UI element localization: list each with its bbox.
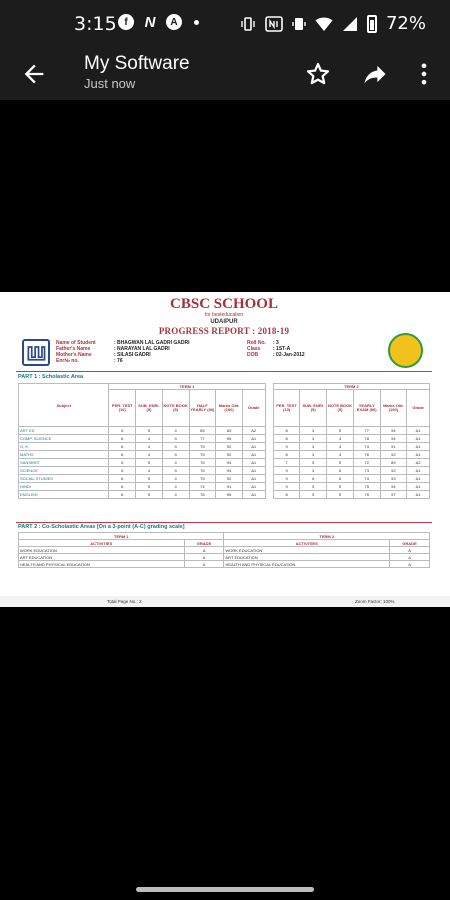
mark-cell: 65	[189, 427, 216, 435]
col-header: SUB. ENRI. (5)	[136, 390, 163, 427]
mark-cell: 5	[327, 427, 354, 435]
term2-header: TERM 2	[273, 384, 429, 390]
term-gap	[265, 475, 273, 483]
mark-cell: A1	[407, 435, 430, 443]
school-name: CBSC SCHOOL	[170, 296, 278, 312]
mark-cell: 75	[189, 451, 216, 459]
table-row	[19, 547, 430, 554]
mark-cell: 4	[136, 443, 163, 451]
mark-cell: 4	[300, 467, 327, 475]
mark-cell: 4	[327, 435, 354, 443]
mark-cell: 92	[216, 475, 243, 483]
mark-cell: 4	[162, 459, 189, 467]
mark-cell: 5	[136, 483, 163, 491]
mark-cell: A1	[242, 467, 265, 475]
col-header: PER. TEST (10)	[273, 390, 300, 427]
grade-header: GRADE	[184, 540, 224, 547]
col-header: Marks Obt. (100)	[216, 390, 243, 427]
mark-cell: 9	[109, 427, 136, 435]
mark-cell: 9	[273, 483, 300, 491]
mark-cell: A1	[407, 427, 430, 435]
student-name-row: Name of Student : BHAGWAN LAL GADRI GADRI	[56, 340, 190, 346]
grade-cell: A	[390, 561, 430, 568]
mark-cell: 8	[273, 491, 300, 499]
mark-cell: A1	[242, 435, 265, 443]
mark-cell: 4	[300, 427, 327, 435]
mark-cell: 5	[327, 491, 354, 499]
divider	[16, 371, 432, 372]
mark-cell: A1	[407, 451, 430, 459]
mark-cell: 94	[380, 483, 407, 491]
subject-cell: G. K.	[19, 443, 109, 451]
mark-cell: A1	[242, 451, 265, 459]
nfc-icon	[265, 16, 283, 32]
mark-cell: 5	[136, 491, 163, 499]
mark-cell: 5	[136, 475, 163, 483]
term-gap	[265, 459, 273, 467]
activities-header: ACTIVITIES	[224, 540, 390, 547]
mark-cell: 4	[162, 483, 189, 491]
class-row: Class : 1ST-A	[247, 346, 291, 352]
activity-cell: HEALTH AND PHYSICAL EDUCATION	[19, 561, 185, 568]
mark-cell: 5	[327, 459, 354, 467]
mark-cell: 92	[380, 467, 407, 475]
notification-dot-icon	[194, 20, 199, 25]
col-header: Grade	[242, 390, 265, 427]
activity-cell: ART EDUCATION	[19, 554, 185, 561]
activity-cell: HEALTH AND PHYSICAL EDUCATION	[224, 561, 390, 568]
mark-cell: 4	[300, 451, 327, 459]
gesture-home-bar[interactable]	[136, 887, 314, 892]
term-gap	[265, 427, 273, 435]
col-header: HALF YEARLY (80)	[189, 390, 216, 427]
mark-cell: 79	[353, 491, 380, 499]
table-row	[19, 491, 430, 499]
mark-cell: 5	[300, 491, 327, 499]
mark-cell: 91	[380, 443, 407, 451]
mark-cell: A1	[242, 459, 265, 467]
mark-cell: 5	[162, 435, 189, 443]
mark-cell: 92	[216, 443, 243, 451]
student-info-right	[247, 340, 305, 358]
mark-cell: 76	[189, 467, 216, 475]
mark-cell: 95	[216, 435, 243, 443]
subject-cell: COMP. SCIENCE	[19, 435, 109, 443]
table-row	[19, 443, 430, 451]
wifi-icon	[315, 16, 333, 32]
mark-cell: 94	[216, 467, 243, 475]
mark-cell: A1	[407, 467, 430, 475]
status-right-icons	[240, 13, 426, 34]
cast-icon	[292, 16, 306, 32]
signal-icon	[342, 16, 358, 32]
mark-cell: 8	[273, 435, 300, 443]
mark-cell: 93	[380, 475, 407, 483]
mark-cell: 9	[109, 459, 136, 467]
table-row	[19, 475, 430, 483]
mark-cell: 8	[109, 483, 136, 491]
mark-cell: 78	[189, 491, 216, 499]
total-pages: Total Page No.: 2	[107, 599, 142, 604]
mark-cell: 83	[216, 427, 243, 435]
mark-cell: A2	[407, 459, 430, 467]
mark-cell: 92	[380, 451, 407, 459]
mark-cell: A1	[407, 475, 430, 483]
mark-cell: 8	[273, 451, 300, 459]
mark-cell: 77	[189, 435, 216, 443]
mark-cell: 75	[353, 483, 380, 491]
dob-row: DOB : 02-Jan-2012	[247, 352, 305, 358]
mark-cell: 5	[300, 483, 327, 491]
mark-cell: 4	[327, 451, 354, 459]
report-card	[16, 292, 432, 592]
term1-header: TERM 1	[109, 384, 265, 390]
subject-cell: SOCIAL STUDIES	[19, 475, 109, 483]
share-icon[interactable]	[361, 60, 389, 88]
subject-cell: ENGLISH	[19, 491, 109, 499]
n-app-icon: N	[144, 13, 156, 31]
mark-cell: 5	[136, 459, 163, 467]
mark-cell: 95	[216, 491, 243, 499]
mark-cell: 77	[353, 427, 380, 435]
activity-cell: ART EDUCATION	[224, 554, 390, 561]
father-name-row: Father's Name : NARAYAN LAL GADRI	[56, 346, 170, 352]
table-row	[19, 467, 430, 475]
mark-cell: A1	[407, 443, 430, 451]
mark-cell: 91	[216, 483, 243, 491]
grade-cell: A	[184, 561, 224, 568]
mark-cell: 4	[300, 443, 327, 451]
term-gap	[265, 483, 273, 491]
col-header: Grade	[407, 390, 430, 427]
mark-cell: 72	[353, 459, 380, 467]
mark-cell: 92	[216, 451, 243, 459]
subject-header: Subject	[19, 384, 109, 427]
page-subtitle: Just now	[84, 76, 136, 91]
back-arrow-icon[interactable]	[20, 60, 48, 88]
mark-cell: 5	[162, 451, 189, 459]
mark-cell: 6	[327, 475, 354, 483]
term-gap	[265, 467, 273, 475]
mark-cell: 9	[273, 475, 300, 483]
school-tagline: for besteducation	[204, 312, 244, 318]
term-gap	[265, 491, 273, 499]
board-seal-icon	[388, 333, 423, 368]
mark-cell: A1	[242, 443, 265, 451]
enrollment-row: Enr№ no. : 76	[56, 358, 123, 364]
subject-cell: ART ED	[19, 427, 109, 435]
more-vert-icon[interactable]	[410, 60, 438, 88]
grade-header: GRADE	[390, 540, 430, 547]
mark-cell: 94	[380, 427, 407, 435]
mark-cell: A1	[242, 491, 265, 499]
col-header: Marks Obt. (100)	[380, 390, 407, 427]
table-row	[19, 483, 430, 491]
mark-cell: 4	[162, 491, 189, 499]
status-left-icons	[118, 14, 199, 30]
mark-cell: 8	[109, 451, 136, 459]
vibrate-icon	[240, 16, 256, 32]
co-term1-header: TERM 1	[19, 533, 224, 540]
grade-cell: A	[390, 547, 430, 554]
term-gap	[265, 451, 273, 459]
mark-cell: A1	[407, 491, 430, 499]
subject-cell: SCIENCE	[19, 467, 109, 475]
mark-cell: 4	[136, 451, 163, 459]
mark-cell: 74	[189, 483, 216, 491]
co-term2-header: TERM 2	[224, 533, 430, 540]
student-info-left	[56, 340, 189, 364]
mark-cell: 74	[353, 475, 380, 483]
app-bar	[0, 48, 450, 100]
mark-cell: 6	[300, 475, 327, 483]
activity-cell: WORK EDUCATION	[19, 547, 185, 554]
term-gap	[265, 435, 273, 443]
activities-header: ACTIVITIES	[19, 540, 185, 547]
mark-cell: A1	[407, 483, 430, 491]
mark-cell: A2	[242, 427, 265, 435]
table-row	[19, 554, 430, 561]
part2-heading: PART 2 : Co-Scholastic Areas [On a 3-point (A-C) grading scale]	[18, 524, 185, 530]
school-logo-icon	[22, 339, 50, 366]
mark-cell: 97	[380, 491, 407, 499]
term-gap	[265, 384, 273, 427]
mark-cell: 5	[136, 427, 163, 435]
battery-icon	[367, 15, 377, 33]
mark-cell: 4	[327, 443, 354, 451]
mark-cell: 94	[216, 459, 243, 467]
mark-cell: 76	[189, 459, 216, 467]
mark-cell: 78	[353, 435, 380, 443]
mark-cell: 5	[327, 483, 354, 491]
mark-cell: 5	[300, 459, 327, 467]
a-app-icon: A	[166, 14, 182, 30]
mark-cell: 8	[109, 475, 136, 483]
document-page[interactable]	[0, 292, 450, 607]
mark-cell: 76	[353, 451, 380, 459]
subject-cell: SANSKRIT	[19, 459, 109, 467]
table-row	[19, 427, 430, 435]
table-row	[19, 561, 430, 568]
mark-cell: 94	[380, 435, 407, 443]
subject-cell: HINDI	[19, 483, 109, 491]
col-header: SUB. ENRI. (5)	[300, 390, 327, 427]
roll-row: Roll No. : 3	[247, 340, 279, 346]
mark-cell: 8	[109, 435, 136, 443]
page-title: My Software	[84, 53, 190, 74]
mark-cell: 8	[109, 443, 136, 451]
activity-cell: WORK EDUCATION	[224, 547, 390, 554]
col-header: NOTE BOOK (5)	[162, 390, 189, 427]
mark-cell: 4	[136, 435, 163, 443]
mark-cell: 9	[273, 443, 300, 451]
divider	[16, 522, 432, 523]
mark-cell: 89	[380, 459, 407, 467]
mark-cell: 8	[109, 491, 136, 499]
term-gap	[265, 443, 273, 451]
status-bar	[0, 0, 450, 48]
mother-name-row: Mother's Name : SILASI GADRI	[56, 352, 151, 358]
subject-cell: MATHS	[19, 451, 109, 459]
mark-cell: 4	[136, 467, 163, 475]
mark-cell: 9	[109, 467, 136, 475]
mark-cell: 75	[189, 443, 216, 451]
table-row	[19, 459, 430, 467]
report-title: PROGRESS REPORT : 2018-19	[158, 326, 290, 336]
col-header: PER. TEST (10)	[109, 390, 136, 427]
mark-cell: 75	[189, 475, 216, 483]
marks-table	[18, 383, 430, 499]
mark-cell: A1	[242, 475, 265, 483]
document-footer	[0, 596, 450, 607]
mark-cell: 4	[162, 427, 189, 435]
part1-heading: PART 1 : Scholastic Area	[18, 374, 84, 380]
coscholastic-table	[18, 532, 430, 568]
zoom-factor: Zoom Factor: 100%	[355, 599, 395, 604]
col-header: NOTE BOOK (5)	[327, 390, 354, 427]
mark-cell: 5	[162, 443, 189, 451]
mark-cell: 74	[353, 443, 380, 451]
facebook-icon: f	[118, 14, 134, 30]
mark-cell: 8	[273, 427, 300, 435]
mark-cell: 7	[273, 459, 300, 467]
star-outline-icon[interactable]	[304, 60, 332, 88]
table-row	[19, 435, 430, 443]
school-city: UDAIPUR	[210, 319, 238, 325]
table-row	[19, 451, 430, 459]
mark-cell: 4	[300, 435, 327, 443]
grade-cell: A	[184, 547, 224, 554]
mark-cell: 5	[162, 467, 189, 475]
status-time: 3:15	[74, 13, 117, 35]
col-header: YEARLY EXAM (80)	[353, 390, 380, 427]
mark-cell: 73	[353, 467, 380, 475]
mark-cell: 4	[162, 475, 189, 483]
grade-cell: A	[390, 554, 430, 561]
mark-cell: 9	[273, 467, 300, 475]
mark-cell: A1	[242, 483, 265, 491]
mark-cell: 6	[327, 467, 354, 475]
battery-percent: 72%	[385, 13, 426, 34]
grade-cell: A	[184, 554, 224, 561]
